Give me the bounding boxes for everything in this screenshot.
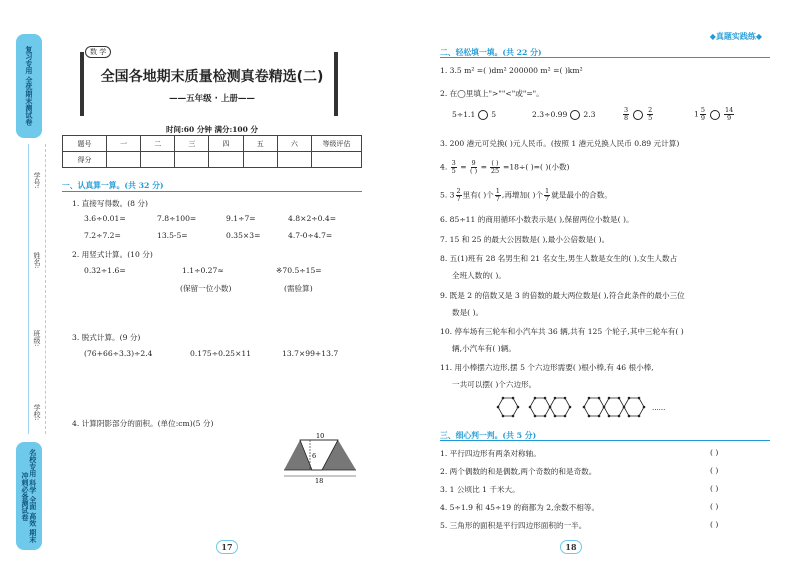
compare-expr: 2.3÷0.99 — [532, 110, 568, 119]
compare-row — [532, 110, 595, 120]
ellipsis: ...... — [652, 404, 666, 412]
answer-paren[interactable]: ( ) — [710, 466, 719, 475]
column-calc-item: 1.1÷0.27≈ — [182, 266, 224, 275]
score-input[interactable] — [107, 152, 141, 168]
answer-paren[interactable]: ( ) — [710, 484, 719, 493]
label-school: 学校: — [33, 404, 41, 421]
section-1-rule — [62, 191, 362, 192]
expression-item: (76+66÷3.3)÷2.4 — [84, 349, 153, 358]
section-2-heading: 二、轻松填一填。(共 22 分) — [440, 48, 542, 57]
question-3: 3. 脱式计算。(9 分) — [72, 333, 141, 342]
section-1-heading: 一、认真算一算。(共 32 分) — [62, 181, 164, 190]
fill-6: 6. 85÷11 的商用循环小数表示是( ),保留两位小数是( )。 — [440, 215, 634, 224]
fill-10-cont: 辆,小汽车有( )辆。 — [452, 344, 516, 353]
subject-tag: 数 学 — [85, 46, 111, 58]
calc-item: 7.8÷100= — [157, 214, 197, 223]
calc-item: 0.35×3= — [226, 231, 261, 240]
hexagon — [624, 398, 644, 416]
compare-expr: 5÷1.1 — [452, 110, 476, 119]
section-3-rule — [440, 440, 770, 441]
page-number-left: 17 — [216, 540, 238, 554]
compare-circle[interactable] — [710, 110, 720, 120]
fraction: $\frac{5}{9}$ — [700, 106, 705, 122]
fill-7: 7. 15 和 25 的最大公因数是( ),最小公倍数是( )。 — [440, 235, 610, 244]
question-2: 2. 用竖式计算。(10 分) — [72, 250, 153, 259]
fill-3: 3. 200 港元可兑换( )元人民币。(按照 1 港元兑换人民币 0.89 元计算) — [440, 139, 680, 148]
question-4: 4. 计算阴影部分的面积。(单位:cm)(5 分) — [72, 419, 214, 428]
calc-note: (保留一位小数) — [180, 284, 232, 293]
label-class: 班级: — [33, 330, 41, 347]
compare-value: 2.3 — [583, 110, 596, 119]
score-cell: 二 — [141, 136, 175, 152]
score-input[interactable] — [141, 152, 175, 168]
score-table-score-row — [63, 152, 362, 168]
fill-4: 4. $\frac{3}{5}$ = $\frac{9}{( )}$ = $\frac{( )}{25}$ =18÷( )=( )(小数) — [440, 159, 570, 175]
hexagon — [550, 398, 570, 416]
expression-item: 13.7×99+13.7 — [282, 349, 339, 358]
question-1: 1. 直接写得数。(8 分) — [72, 199, 148, 208]
fraction: $\frac{3}{8}$ — [624, 106, 629, 122]
score-input[interactable] — [209, 152, 243, 168]
fill-2: 2. 在◯里填上">""<"或"="。 — [440, 89, 544, 98]
calc-item: 3.6÷0.01= — [84, 214, 126, 223]
calc-item: 13.5-5= — [157, 231, 188, 240]
score-row-label: 得分 — [63, 152, 107, 168]
fill-1: 1. 3.5 m² =( )dm² 200000 m² =( )km² — [440, 66, 583, 75]
fill-9-cont: 数是( )。 — [452, 308, 484, 317]
page-number-right: 18 — [560, 540, 582, 554]
fraction: $\frac{9}{( )}$ — [470, 159, 478, 175]
answer-paren[interactable]: ( ) — [710, 502, 719, 511]
hexagon — [498, 398, 518, 416]
fill-11-cont: 一共可以摆( )个六边形。 — [452, 380, 537, 389]
practice-badge: ◆真题实践练◆ — [709, 32, 762, 41]
fill-8: 8. 五(1)班有 28 名男生和 21 名女生,男生人数是女生的( ),女生人数占 — [440, 254, 678, 263]
compare-circle[interactable] — [478, 110, 488, 120]
score-table-header-row — [63, 136, 362, 152]
score-input[interactable] — [312, 152, 362, 168]
label-height: 6 — [312, 452, 317, 460]
page-title: 全国各地期末质量检测真卷精选(二) — [100, 69, 324, 85]
expression-item: 0.175÷0.25×11 — [190, 349, 252, 358]
section-3-heading: 三、细心判一判。(共 5 分) — [440, 431, 537, 440]
fill-11: 11. 用小棒摆六边形,摆 5 个六边形需要( )根小棒,有 46 根小棒, — [440, 363, 654, 372]
score-cell: 六 — [277, 136, 311, 152]
time-score-line: 时间:60 分钟 满分:100 分 — [166, 125, 258, 134]
judge-3: 3. 1 公顷比 1 千米大。 — [440, 485, 520, 494]
compare-value: 5 — [491, 110, 497, 119]
section-2-rule — [440, 57, 770, 58]
compare-row — [452, 110, 496, 120]
calc-item: 9.1÷7= — [226, 214, 256, 223]
fill-10: 10. 停车场有三轮车和小汽车共 36 辆,共有 125 个轮子,其中三轮车有( ) — [440, 327, 684, 336]
hexagon — [584, 398, 604, 416]
score-cell: 四 — [209, 136, 243, 152]
calc-item: 4.7-0÷4.7= — [288, 231, 333, 240]
hexagon — [604, 398, 624, 416]
fill-9: 9. 既是 2 的倍数又是 3 的倍数的最大两位数是( ),符合此条件的最小三位 — [440, 291, 685, 300]
strip-line — [28, 144, 29, 434]
fill-8-cont: 全班人数的( )。 — [452, 271, 506, 280]
calc-note: (需验算) — [284, 284, 313, 293]
compare-circle[interactable] — [570, 110, 580, 120]
hexagon-pattern — [492, 394, 682, 420]
fraction: $\frac{2}{5}$ — [648, 106, 653, 122]
compare-row: 1 $\frac{5}{9}$ $\frac{14}{9}$ — [694, 106, 734, 122]
label-student-id: 学号: — [33, 172, 41, 189]
answer-paren[interactable]: ( ) — [710, 520, 719, 529]
score-cell: 三 — [175, 136, 209, 152]
fraction: $\frac{14}{9}$ — [724, 106, 734, 122]
calc-item: 4.8×2÷0.4= — [288, 214, 337, 223]
judge-1: 1. 平行四边形有两条对称轴。 — [440, 449, 541, 458]
compare-circle[interactable] — [633, 110, 643, 120]
answer-paren[interactable]: ( ) — [710, 448, 719, 457]
label-name: 姓名: — [33, 252, 41, 269]
calc-item: 7.2÷7.2= — [84, 231, 121, 240]
fill-5: 5. 3 $\frac{2}{7}$ 里有( )个 $\frac{1}{7}$ ,再增加( )个 $\frac{1}{7}$ 就是最小的合数。 — [440, 187, 612, 203]
score-table — [62, 135, 362, 168]
hexagon — [530, 398, 550, 416]
label-base: 18 — [315, 477, 324, 484]
cut-line — [45, 144, 46, 434]
column-calc-item: ※70.5÷15= — [276, 266, 322, 275]
score-cell: 一 — [107, 136, 141, 152]
compare-row — [622, 107, 654, 122]
binding-strip — [10, 34, 48, 554]
judge-4: 4. 5÷1.9 和 45÷19 的商都为 2,余数不相等。 — [440, 503, 600, 512]
judge-5: 5. 三角形的面积是平行四边形面积的一半。 — [440, 521, 587, 530]
score-cell: 五 — [243, 136, 277, 152]
column-calc-item: 0.32÷1.6= — [84, 266, 126, 275]
bottom-strip-pill: 名校专用 科学 全面 高效 期末冲刺必备测试卷 — [16, 442, 42, 550]
top-strip-pill: 复习专用 全优期末测试卷 — [16, 34, 42, 138]
score-input[interactable] — [243, 152, 277, 168]
fraction: $\frac{( )}{25}$ — [490, 159, 500, 175]
fraction: $\frac{3}{5}$ — [451, 159, 456, 175]
shaded-area-figure — [280, 430, 360, 484]
label-top: 10 — [316, 432, 325, 440]
grade-label: ——五年级 · 上册—— — [169, 94, 255, 104]
score-cell: 等级评估 — [312, 136, 362, 152]
judge-2: 2. 两个偶数的和是偶数,两个奇数的和是奇数。 — [440, 467, 597, 476]
score-input[interactable] — [175, 152, 209, 168]
score-cell: 题号 — [63, 136, 107, 152]
score-input[interactable] — [277, 152, 311, 168]
